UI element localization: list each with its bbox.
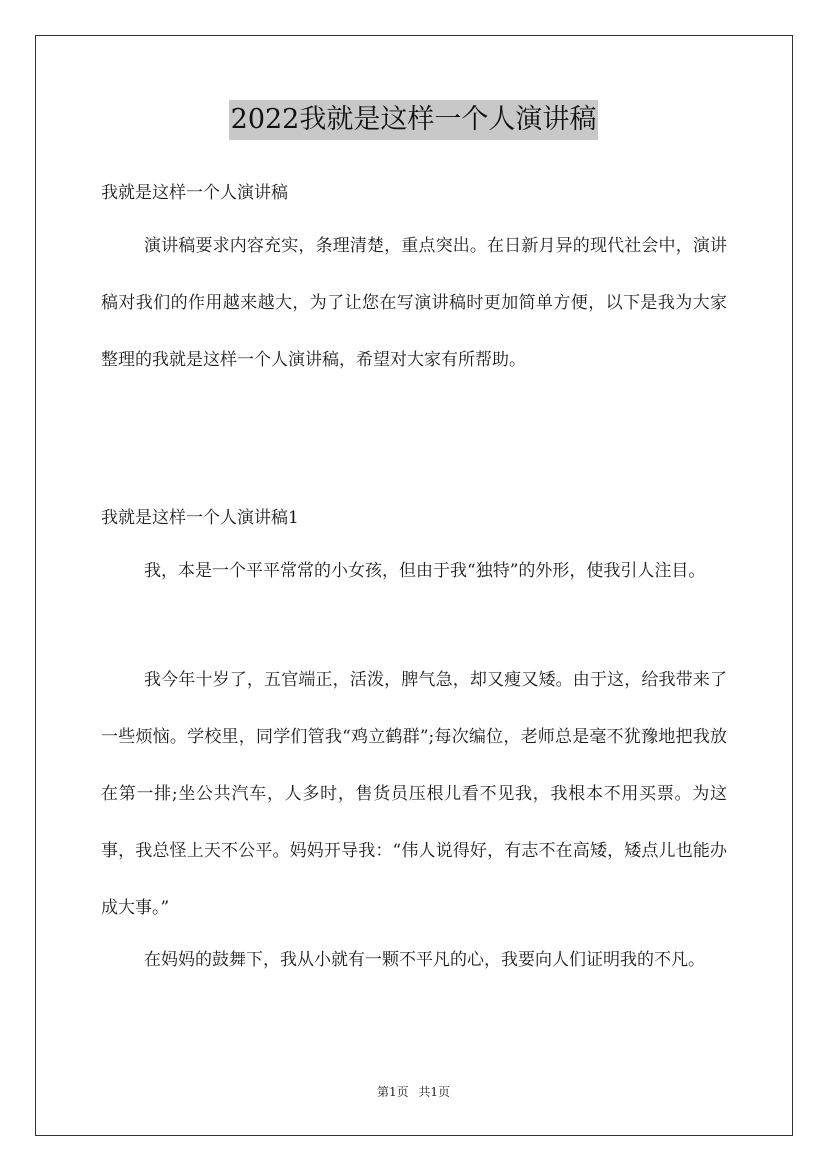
document-title: 2022我就是这样一个人演讲稿 — [229, 100, 599, 140]
body-paragraph-1: 我，本是一个平平常常的小女孩，但由于我“独特”的外形，使我引人注目。 — [144, 561, 706, 581]
document-subtitle: 我就是这样一个人演讲稿 — [101, 183, 288, 203]
section-heading: 我就是这样一个人演讲稿1 — [101, 508, 299, 528]
title-container — [0, 100, 827, 140]
page-number: 第1页 — [376, 1085, 409, 1099]
body-paragraph-3: 在妈妈的鼓舞下，我从小就有一颗不平凡的心，我要向人们证明我的不凡。 — [144, 950, 705, 970]
body-paragraph-2: 我今年十岁了，五官端正，活泼，脾气急，却又瘦又矮。由于这，给我带来了一些烦恼。学校里，同学们管我“鸡立鹤群”;每次编位，老师总是毫不犹豫地把我放在第一排;坐公共汽车，人多时，售货员压根儿看不见我，我根本不用买票。为这事，我总怪上天不公平。妈妈开导我：“伟人说得好，有志不在高矮，矮点儿也能办成大事。” — [101, 670, 727, 918]
intro-paragraph: 演讲稿要求内容充实，条理清楚，重点突出。在日新月异的现代社会中，演讲稿对我们的作用越来越大，为了让您在写演讲稿时更加简单方便，以下是我为大家整理的我就是这样一个人演讲稿，希望对大家有所帮助。 — [101, 236, 727, 370]
page-footer — [0, 1082, 827, 1102]
page-total: 共1页 — [418, 1085, 451, 1099]
